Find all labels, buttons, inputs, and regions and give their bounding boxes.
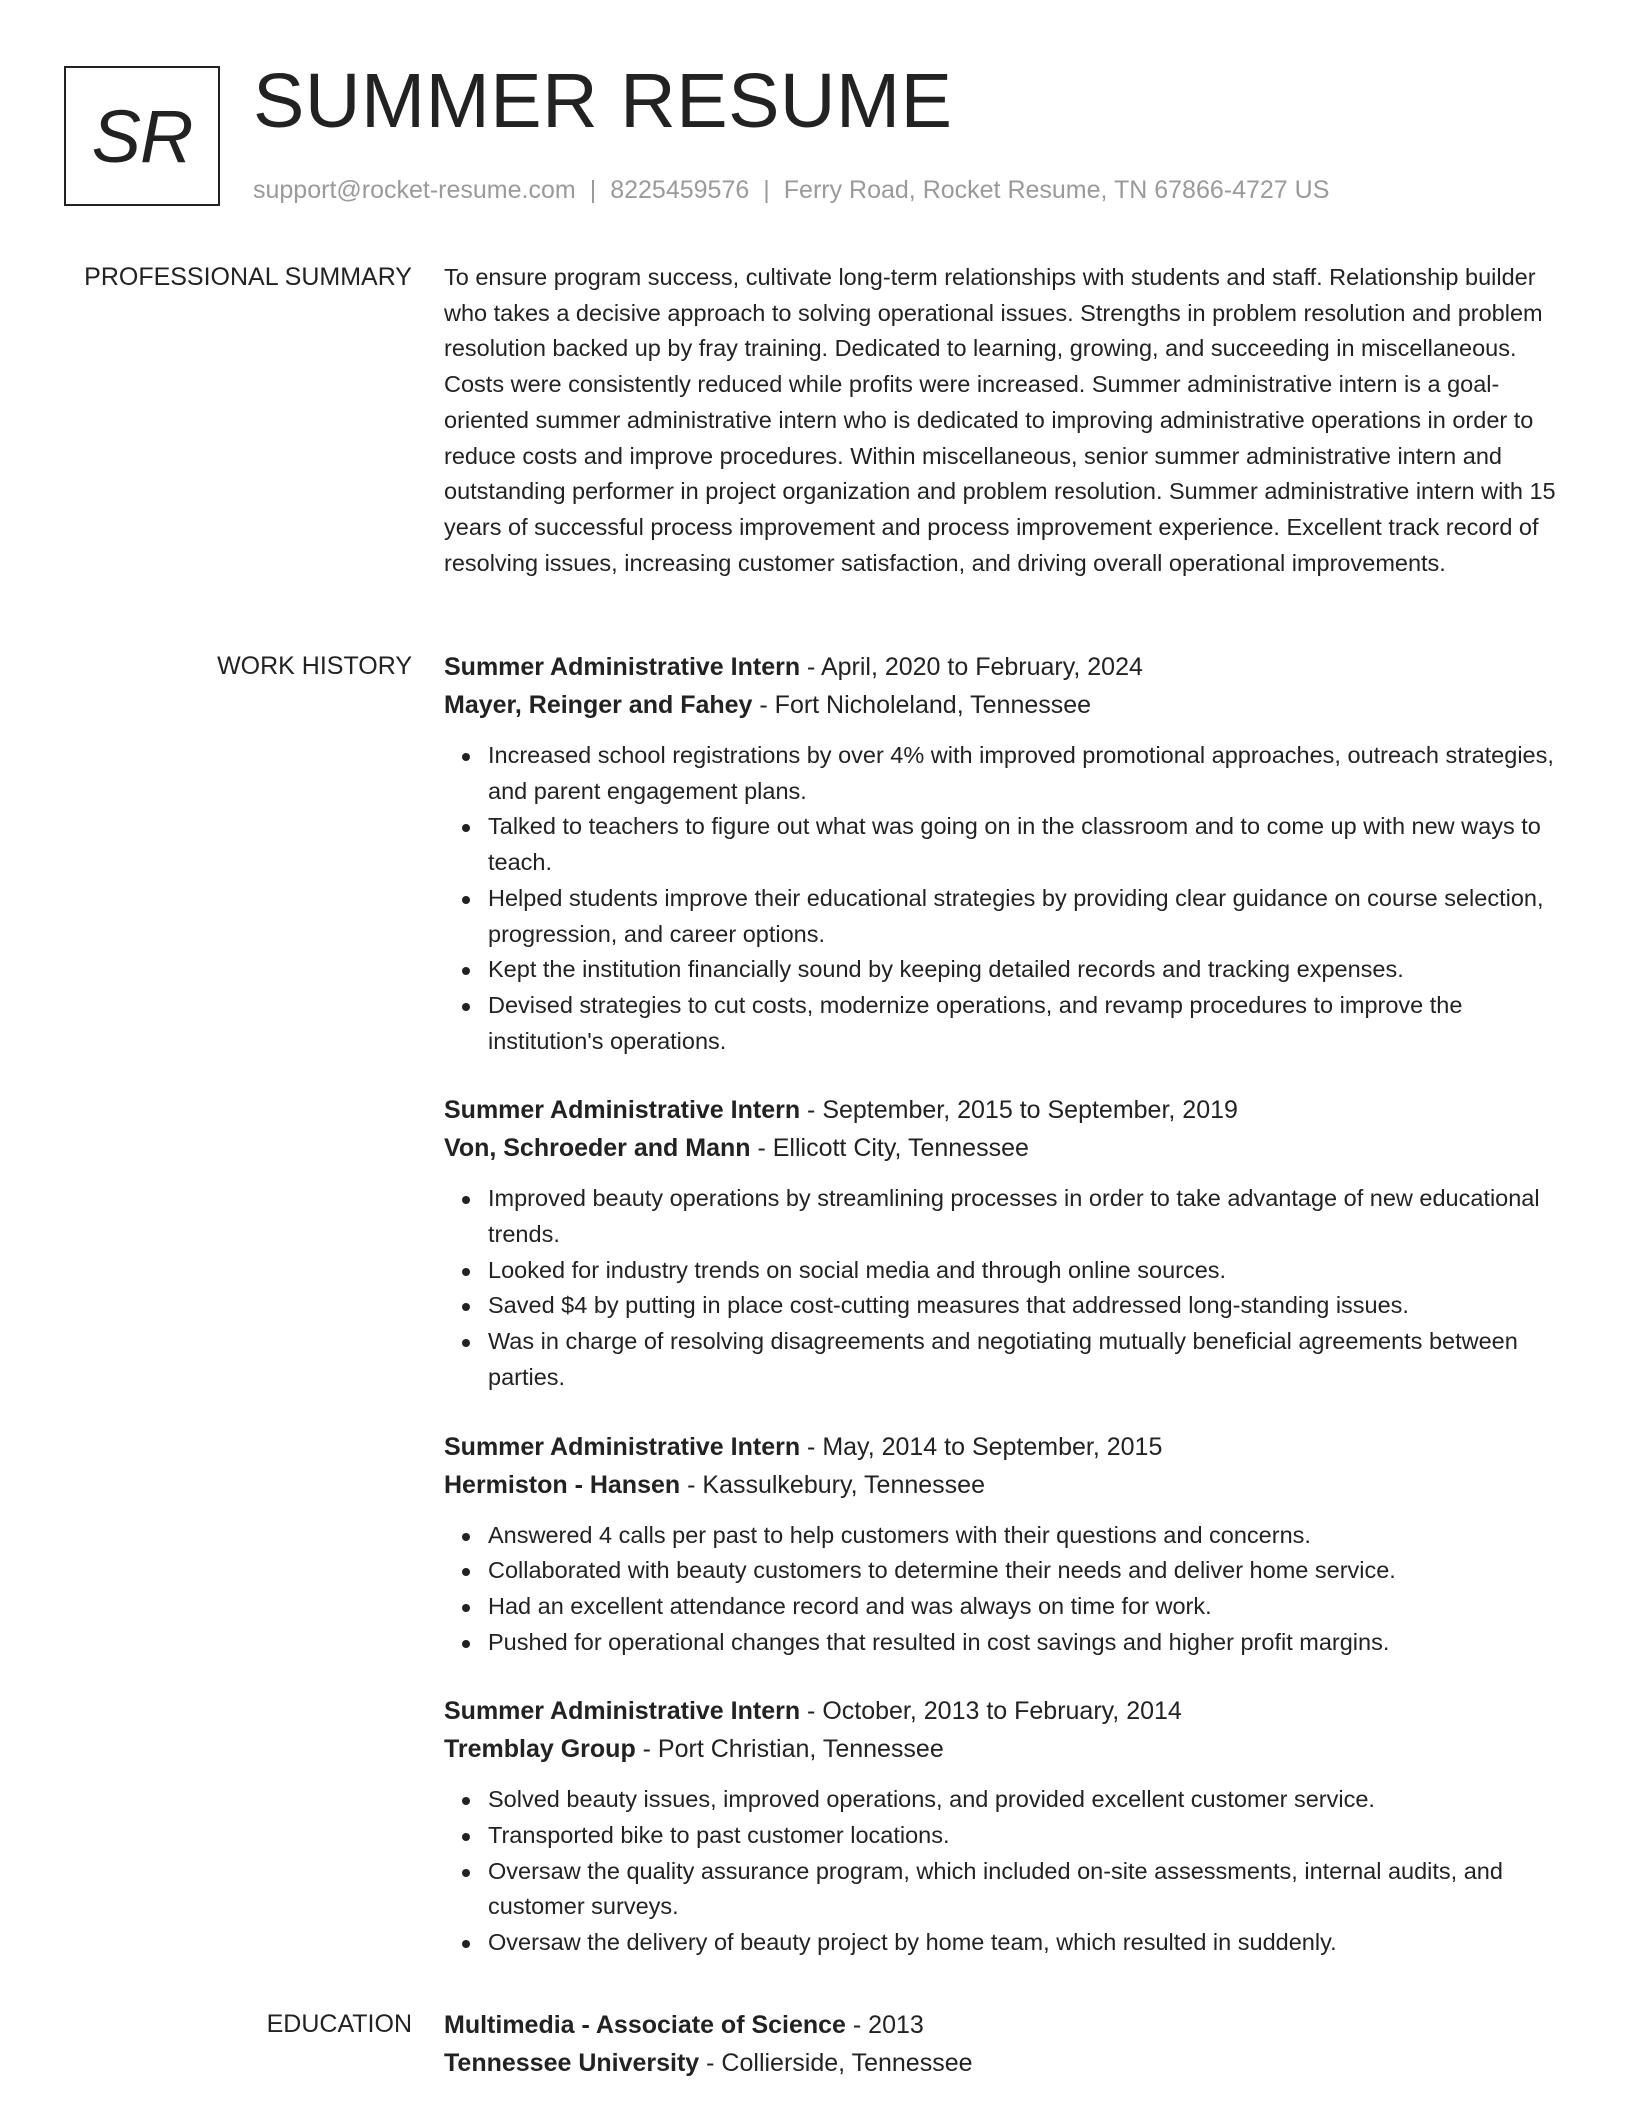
education-year: - 2013 [845,2011,924,2039]
job-bullet: Increased school registrations by over 4% with improved promotional approaches, outreach strategies, and parent engagement plans. [488,738,1568,809]
job-bullet: Talked to teachers to figure out what was going on in the classroom and to come up with new ways to teach. [488,809,1568,880]
job-bullet: Had an excellent attendance record and was always on time for work. [488,1589,1568,1625]
job-title-line [444,1692,1568,1730]
job-location: - Fort Nicholeland, Tennessee [752,691,1092,719]
job-bullet: Looked for industry trends on social media and through online sources. [488,1253,1568,1289]
monogram-logo: SR [64,66,220,206]
contact-separator: | [763,176,770,204]
job-position: Summer Administrative Intern [444,653,801,681]
job-bullet: Answered 4 calls per past to help customers with their questions and concerns. [488,1518,1568,1554]
resume-name: SUMMER RESUME [253,58,953,144]
job-bullet: Kept the institution financially sound by keeping detailed records and tracking expenses. [488,952,1568,988]
job-bullet: Improved beauty operations by streamlining processes in order to take advantage of new educational trends. [488,1181,1568,1252]
job-bullet: Collaborated with beauty customers to determine their needs and deliver home service. [488,1553,1568,1589]
job-entry [444,1091,1568,1395]
job-position: Summer Administrative Intern [444,1432,801,1461]
job-position: Summer Administrative Intern [444,1096,801,1125]
contact-phone: 8225459576 [610,176,750,204]
job-position: Summer Administrative Intern [444,1697,801,1726]
job-location: - Ellicott City, Tennessee [750,1134,1029,1163]
job-entry [444,1428,1568,1661]
job-bullet: Pushed for operational changes that resulted in cost savings and higher profit margins. [488,1625,1568,1661]
job-bullets [444,1782,1568,1961]
contact-line [253,174,1329,206]
education-location: - Collierside, Tennessee [699,2049,973,2077]
job-bullet: Saved $4 by putting in place cost-cutting measures that addressed long-standing issues. [488,1288,1568,1324]
job-company-line [444,1466,1568,1504]
job-title-line [444,1428,1568,1466]
contact-email: support@rocket-resume.com [253,176,576,204]
job-entry [444,648,1568,1059]
education-school-line [444,2044,1568,2082]
job-company: Mayer, Reinger and Fahey [444,691,753,719]
job-bullets [444,738,1568,1059]
job-bullets [444,1181,1568,1395]
job-dates: - September, 2015 to September, 2019 [800,1096,1238,1125]
job-entry [444,1692,1568,1961]
summary-text: To ensure program success, cultivate long-term relationships with students and staff. Relationship builder who takes a decisive approach to solving operational issues. Strengths in problem resolution and problem resolution backed up by fray training. Dedicated to learning, growing, and succeeding in miscellaneous. Costs were consistently reduced while profits were increased. Summer administrative intern is a goal-oriented summer administrative intern who is dedicated to improving administrative operations in order to reduce costs and improve procedures. Within miscellaneous, senior summer administrative intern and outstanding performer in project organization and problem resolution. Summer administrative intern with 15 years of successful process improvement and process improvement experience. Excellent track record of resolving issues, increasing customer satisfaction, and driving overall operational improvements. [444,264,1556,576]
education-degree-line [444,2006,1568,2044]
job-bullet: Oversaw the delivery of beauty project by home team, which resulted in suddenly. [488,1925,1568,1961]
job-bullet: Was in charge of resolving disagreements and negotiating mutually beneficial agreements between parties. [488,1324,1568,1395]
job-bullet: Helped students improve their educational strategies by providing clear guidance on course selection, progression, and career options. [488,881,1568,952]
job-bullets [444,1518,1568,1661]
job-title-line [444,648,1568,686]
section-title-work-history: WORK HISTORY [217,652,412,680]
job-company-line [444,1730,1568,1768]
job-company-line [444,1129,1568,1167]
job-dates: - April, 2020 to February, 2024 [800,653,1143,681]
education-school: Tennessee University [444,2049,700,2077]
section-title-summary: PROFESSIONAL SUMMARY [84,263,412,291]
job-company: Von, Schroeder and Mann [444,1134,751,1163]
job-company: Tremblay Group [444,1735,636,1764]
education-degree: Multimedia - Associate of Science [444,2011,846,2039]
job-location: - Kassulkebury, Tennessee [680,1470,985,1499]
job-bullet: Oversaw the quality assurance program, which included on-site assessments, internal audits, and customer surveys. [488,1854,1568,1925]
contact-address: Ferry Road, Rocket Resume, TN 67866-4727 US [783,176,1330,204]
section-title-education: EDUCATION [266,2010,412,2038]
job-location: - Port Christian, Tennessee [635,1735,944,1764]
contact-separator: | [589,176,597,204]
job-bullet: Devised strategies to cut costs, modernize operations, and revamp procedures to improve the institution's operations. [488,988,1568,1059]
job-company-line [444,686,1568,724]
job-dates: - October, 2013 to February, 2014 [800,1697,1182,1726]
job-dates: - May, 2014 to September, 2015 [800,1432,1163,1461]
job-company: Hermiston - Hansen [444,1470,681,1499]
job-title-line [444,1091,1568,1129]
job-bullet: Solved beauty issues, improved operations, and provided excellent customer service. [488,1782,1568,1818]
job-bullet: Transported bike to past customer locations. [488,1818,1568,1854]
